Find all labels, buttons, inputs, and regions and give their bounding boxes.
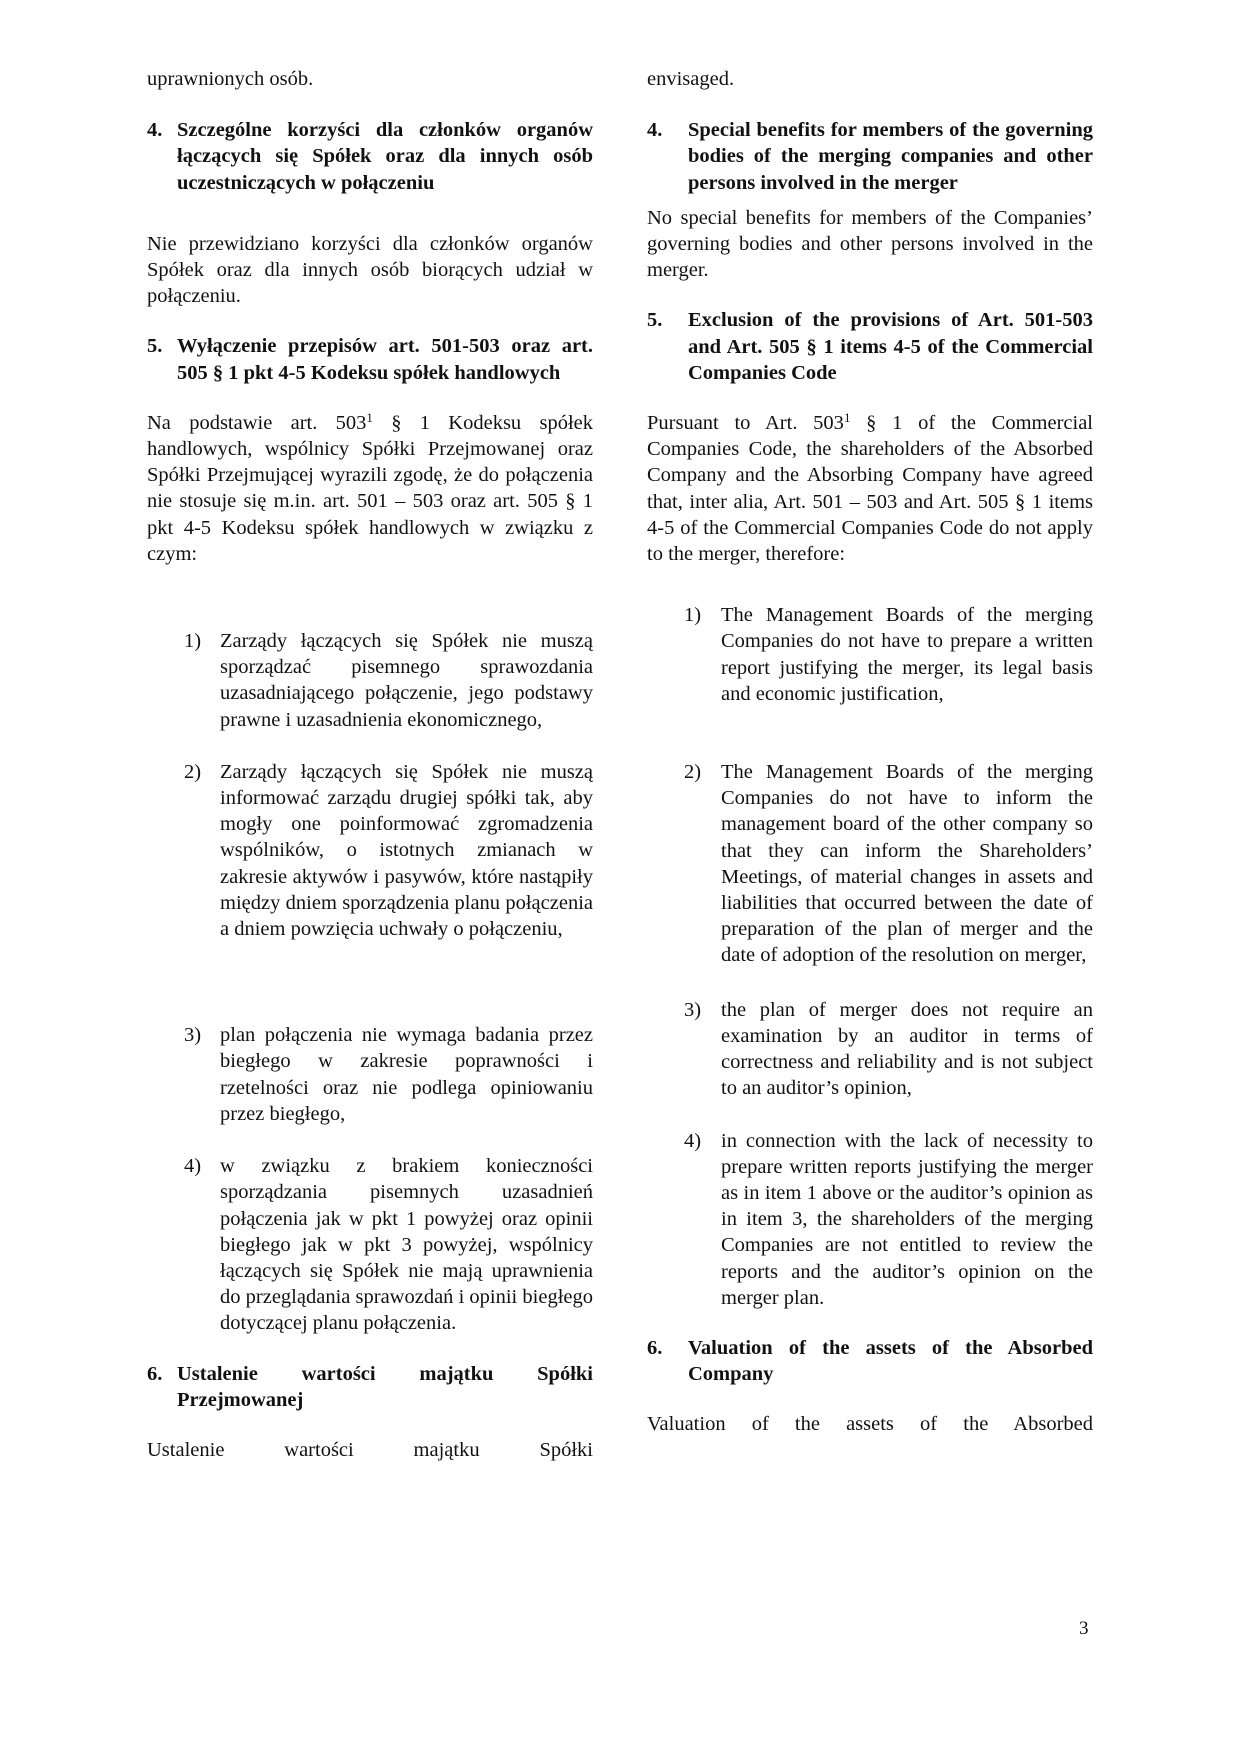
section-title: Ustalenie wartości majątku Spółki Przejmowanej — [177, 1362, 593, 1411]
list-item — [684, 997, 1093, 1102]
section-6-paragraph: Ustalenie wartości majątku Spółki — [147, 1438, 593, 1461]
section-5-intro: Pursuant to Art. $503^1$ § 1 of the Commercial Companies Code, the shareholders of the Absorbed Company and the Absorbing Company have agreed that, inter alia, Art. 501 – 503 and Art. 505 § 1 items 4-5 of the Commercial Companies Code do not apply to the merger, therefore: — [647, 410, 1093, 566]
list-item — [184, 759, 593, 942]
section-number: 4. — [147, 119, 163, 142]
list-item — [184, 628, 593, 733]
section-number: 5. — [647, 309, 663, 332]
section-6-heading — [647, 1335, 1093, 1387]
item-text: The Management Boards of the merging Companies do not have to inform the management board of the other company so that they can inform the Shareholders’ Meetings, of material changes in assets and liabilities that occurred between the date of preparation of the plan of merger and the date of adoption of the resolution on merger, — [721, 761, 1093, 967]
item-number: 4) — [184, 1155, 202, 1178]
item-text: The Management Boards of the merging Companies do not have to prepare a written report justifying the merger, its legal basis and economic justification, — [721, 604, 1093, 705]
item-number: 1) — [184, 630, 202, 653]
section-6-heading — [147, 1361, 593, 1413]
english-column — [647, 66, 1093, 1458]
section-title: Exclusion of the provisions of Art. 501-503 and Art. 505 § 1 items 4-5 of the Commercial Companies Code — [688, 309, 1093, 384]
section-number: 6. — [647, 1336, 663, 1359]
section-6-paragraph: Valuation of the assets of the Absorbed — [647, 1413, 1093, 1436]
list-item — [684, 759, 1093, 969]
list-item — [684, 602, 1093, 707]
superscript: 1 — [843, 410, 851, 426]
section-5-heading — [647, 307, 1093, 386]
section-title: Wyłączenie przepisów art. 501-503 oraz art. 505 § 1 pkt 4-5 Kodeksu spółek handlowych — [177, 335, 593, 384]
section-number: 6. — [147, 1362, 163, 1385]
item-text: Zarządy łączących się Spółek nie muszą sporządzać pisemnego sprawozdania uzasadniającego połączenie, jego podstawy prawne i uzasadnienia ekonomicznego, — [220, 630, 593, 731]
section-number: 5. — [147, 335, 163, 358]
item-text: in connection with the lack of necessity to prepare written reports justifying the merger as in item 1 above or the auditor’s opinion as in item 3, the shareholders of the merging Companies are not entitled to review the reports and the auditor’s opinion on the merger plan. — [721, 1129, 1093, 1309]
item-number: 3) — [684, 998, 702, 1021]
section-4-paragraph: Nie przewidziano korzyści dla członków organów Spółek oraz dla innych osób biorących udział w połączeniu. — [147, 232, 593, 308]
continuation-text: envisaged. — [647, 68, 735, 90]
section-title: Special benefits for members of the governing bodies of the merging companies and other persons involved in the merger — [688, 119, 1093, 194]
page-number: 3 — [1079, 1618, 1089, 1639]
item-number: 1) — [684, 604, 702, 627]
item-text: the plan of merger does not require an examination by an auditor in terms of correctness and reliability and is not subject to an auditor’s opinion, — [721, 998, 1093, 1100]
list-item — [184, 1153, 593, 1336]
section-4-heading — [147, 117, 593, 196]
section-4-paragraph: No special benefits for members of the Companies’ governing bodies and other persons involved in the merger. — [647, 206, 1093, 282]
section-title: Valuation of the assets of the Absorbed Company — [688, 1336, 1093, 1386]
section-5-heading — [147, 333, 593, 385]
item-number: 2) — [184, 760, 202, 783]
item-text: plan połączenia nie wymaga badania przez biegłego w zakresie poprawności i rzetelności oraz nie podlega opiniowaniu przez biegłego, — [220, 1024, 593, 1125]
continuation-text: uprawnionych osób. — [147, 68, 314, 90]
superscript: 1 — [366, 409, 373, 425]
item-number: 2) — [684, 761, 702, 784]
item-text: w związku z brakiem konieczności sporządzania pisemnych uzasadnień połączenia jak w pkt 1 powyżej oraz opinii biegłego jak w pkt 3 powyżej, wspólnicy łączących się Spółek nie mają uprawnienia do przeglądania sprawozdań i opinii biegłego dotyczącej planu połączenia. — [220, 1155, 593, 1335]
item-number: 3) — [184, 1024, 202, 1047]
section-5-intro: Na podstawie art. $503^1$ § 1 Kodeksu spółek handlowych, wspólnicy Spółki Przejmowanej oraz Spółki Przejmującej wyrazili zgodę, że do połączenia nie stosuje się m.in. art. 501 – 503 oraz art. 505 § 1 pkt 4-5 Kodeksu spółek handlowych w związku z czym: — [147, 409, 593, 565]
item-text: Zarządy łączących się Spółek nie muszą informować zarządu drugiej spółki tak, aby mogły one poinformować zgromadzenia wspólników, o istotnych zmianach w zakresie aktywów i pasywów, które nastąpiły między dniem sporządzenia planu połączenia a dniem powzięcia uchwały o połączeniu, — [220, 760, 593, 941]
section-number: 4. — [647, 119, 663, 142]
list-item — [684, 1128, 1093, 1311]
list-item — [184, 1022, 593, 1127]
item-number: 4) — [684, 1129, 702, 1152]
polish-column — [147, 66, 593, 1484]
section-title: Szczególne korzyści dla członków organów łączących się Spółek oraz dla innych osób uczestniczących w połączeniu — [177, 119, 593, 194]
section-4-heading — [647, 117, 1093, 196]
